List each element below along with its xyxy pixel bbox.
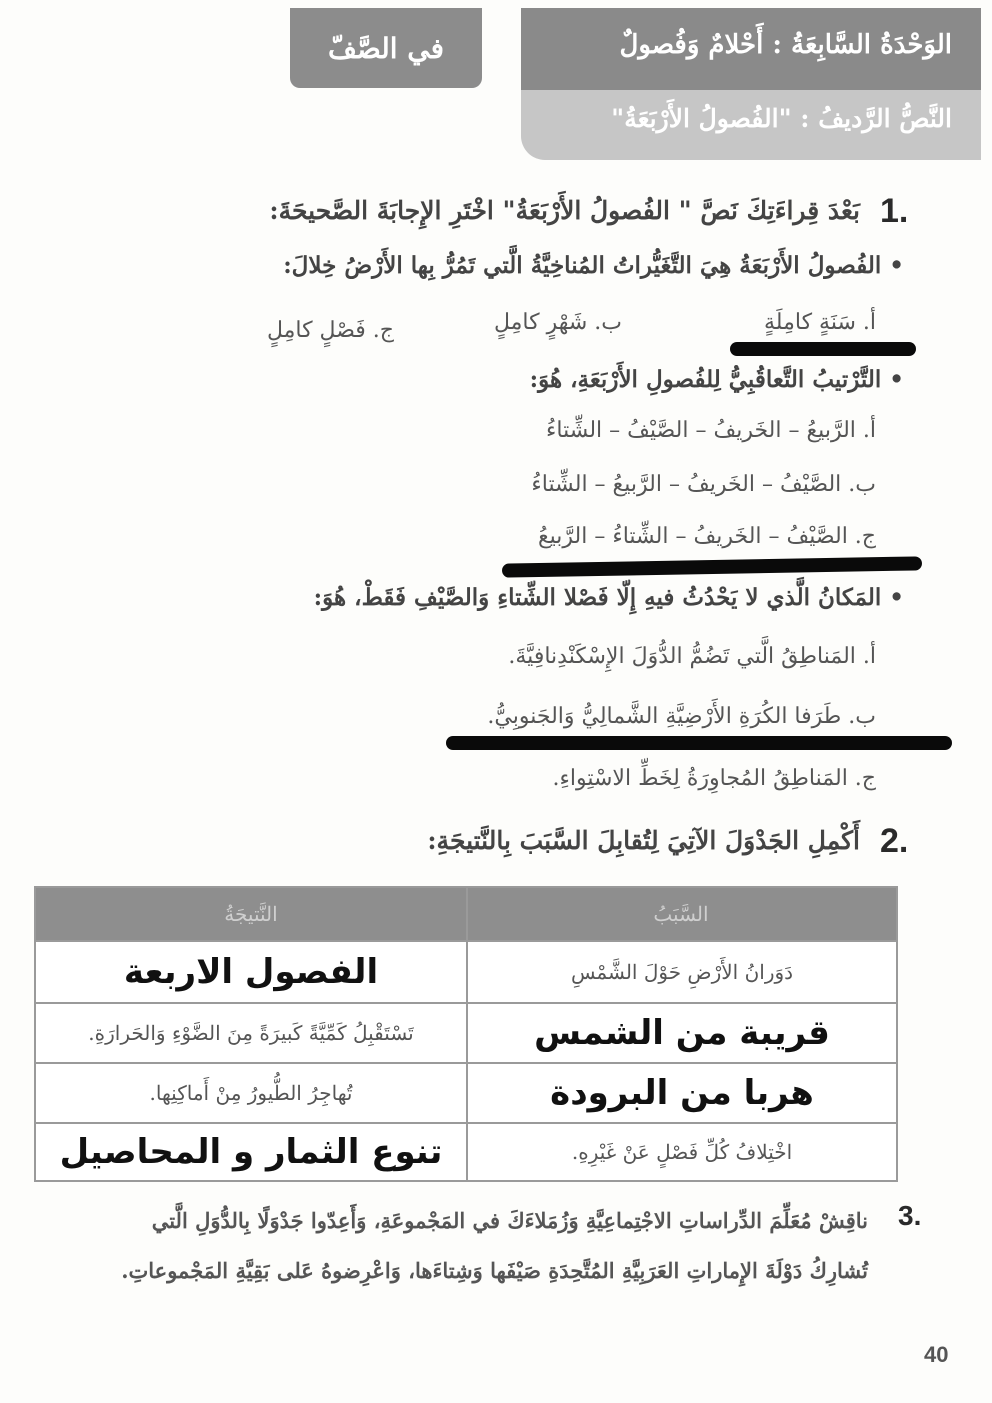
row2-cause: قريبة من الشمس [534, 1013, 830, 1053]
unit-title: الوَحْدَةُ السَّابِعَةُ : أَحْلامٌ وَفُصولٌ [619, 30, 952, 60]
in-class-tab: في الصَّفّ [290, 8, 482, 88]
q1-item1-stem: • الفُصولُ الأَرْبَعَةُ هِيَ التَّغَيُّراتُ المُناخِيَّةُ الَّتي تَمُرُّ بِها الأَرْضُ خِلالَ: [283, 252, 904, 279]
q1-item2-option-b: ب. الصَّيْفُ – الخَريفُ – الرَّبيعُ – الشِّتاءُ [531, 472, 876, 497]
row1-cause: دَوَرانُ الأَرْضِ حَوْلَ الشَّمْسِ [570, 960, 794, 984]
q1-item1-option-c: ج. فَصْلٍ كامِلٍ [266, 318, 394, 343]
q1-item2-stem-text: التَّرْتيبُ التَّعاقُبِيُّ لِلفُصولِ الأَرْبَعَةِ، هُوَ: [529, 366, 882, 393]
row3-cause: هربا من البرودة [550, 1073, 814, 1113]
q3-number: 3. [898, 1200, 922, 1231]
q1-item3-option-a: أ. المَناطِقُ الَّتي تَضُمُّ الدُّوَلَ الإِسْكَنْدِنافِيَّةَ. [508, 644, 876, 669]
q1-item3-option-b: ب. طَرَفا الكُرَةِ الأَرْضِيَّةِ الشَّمالِيُّ وَالجَنوبِيُّ. [487, 704, 876, 729]
q1-item3-option-c: ج. المَناطِقُ المُجاوِرَةُ لِخَطِّ الاسْتِواءِ. [552, 766, 876, 791]
page-number: 40 [924, 1342, 949, 1367]
row4-result: تنوع الثمار و المحاصيل [59, 1132, 443, 1172]
q3-line1: ناقِشْ مُعَلِّمَ الدِّراساتِ الاجْتِماعِيَّةِ وَزُمَلاءَكَ في المَجْموعَةِ، وَأَعِدّوا جَدْوَلًا بِالدُّوَلِ الَّتي [151, 1208, 868, 1233]
q2-number: 2. [880, 822, 909, 860]
row2-result: تَسْتَقْبِلُ كَمِّيَّةً كَبيرَةً مِنَ الضَّوْءِ وَالحَرارَةِ. [88, 1021, 414, 1045]
text-title: النَّصُّ الرَّديفُ : "الفُصولُ الأَرْبَعَةُ" [611, 104, 952, 133]
q1-item1-option-a: أ. سَنَةٍ كامِلَةٍ [764, 310, 876, 335]
q2-text: أَكْمِلِ الجَدْوَلَ الآتِيَ لِتُقابِلَ السَّبَبَ بِالنَّتيجَةِ: [427, 826, 860, 855]
answer-marker-1 [730, 342, 916, 356]
cause-result-table [34, 886, 898, 1182]
row4-cause: اخْتِلافُ كُلِّ فَصْلٍ عَنْ غَيْرِهِ. [571, 1140, 793, 1164]
row1-result: الفصول الاربعة [123, 952, 379, 992]
q1-item3-stem-text: المَكانُ الَّذي لا يَحْدُثُ فيهِ إِلّا فَصْلا الشِّتاءِ وَالصَّيْفِ فَقَطْ، هُوَ: [313, 584, 882, 611]
q1-item3-stem: • المَكانُ الَّذي لا يَحْدُثُ فيهِ إِلّا فَصْلا الشِّتاءِ وَالصَّيْفِ فَقَطْ، هُوَ: [313, 584, 904, 611]
q3-line2: تُشارِكُ دَوْلَةَ الإِماراتِ العَرَبِيَّةِ المُتَّحِدَةِ صَيْفَها وَشِتاءَها، وَاعْرِضوهُ عَلى بَقِيَّةِ المَجْموعاتِ. [121, 1258, 868, 1283]
q1-number: 1. [880, 192, 909, 230]
table-header-result: النَّتيجَةُ [224, 902, 278, 926]
answer-marker-2 [502, 556, 922, 577]
q1-item1-option-b: ب. شَهْرٍ كامِلٍ [493, 310, 622, 335]
answer-marker-3 [446, 736, 952, 750]
q1-item2-option-c: ج. الصَّيْفُ – الخَريفُ – الشِّتاءُ – الرَّبيعُ [537, 524, 876, 549]
row3-result: تُهاجِرُ الطُّيورُ مِنْ أَماكِنِها. [149, 1081, 353, 1105]
q1-text: بَعْدَ قِراءَتِكَ نَصَّ " الفُصولُ الأَرْبَعَةُ" اخْتَرِ الإِجابَةَ الصَّحيحَةَ: [269, 196, 860, 225]
table-header-cause: السَّبَبُ [653, 902, 709, 926]
q1-item2-stem: • التَّرْتيبُ التَّعاقُبِيُّ لِلفُصولِ الأَرْبَعَةِ، هُوَ: [529, 366, 904, 393]
q1-item1-stem-text: الفُصولُ الأَرْبَعَةُ هِيَ التَّغَيُّراتُ المُناخِيَّةُ الَّتي تَمُرُّ بِها الأَرْضُ خِلالَ: [283, 252, 882, 279]
q1-item2-option-a: أ. الرَّبيعُ – الخَريفُ – الصَّيْفُ – الشِّتاءُ [546, 418, 876, 443]
